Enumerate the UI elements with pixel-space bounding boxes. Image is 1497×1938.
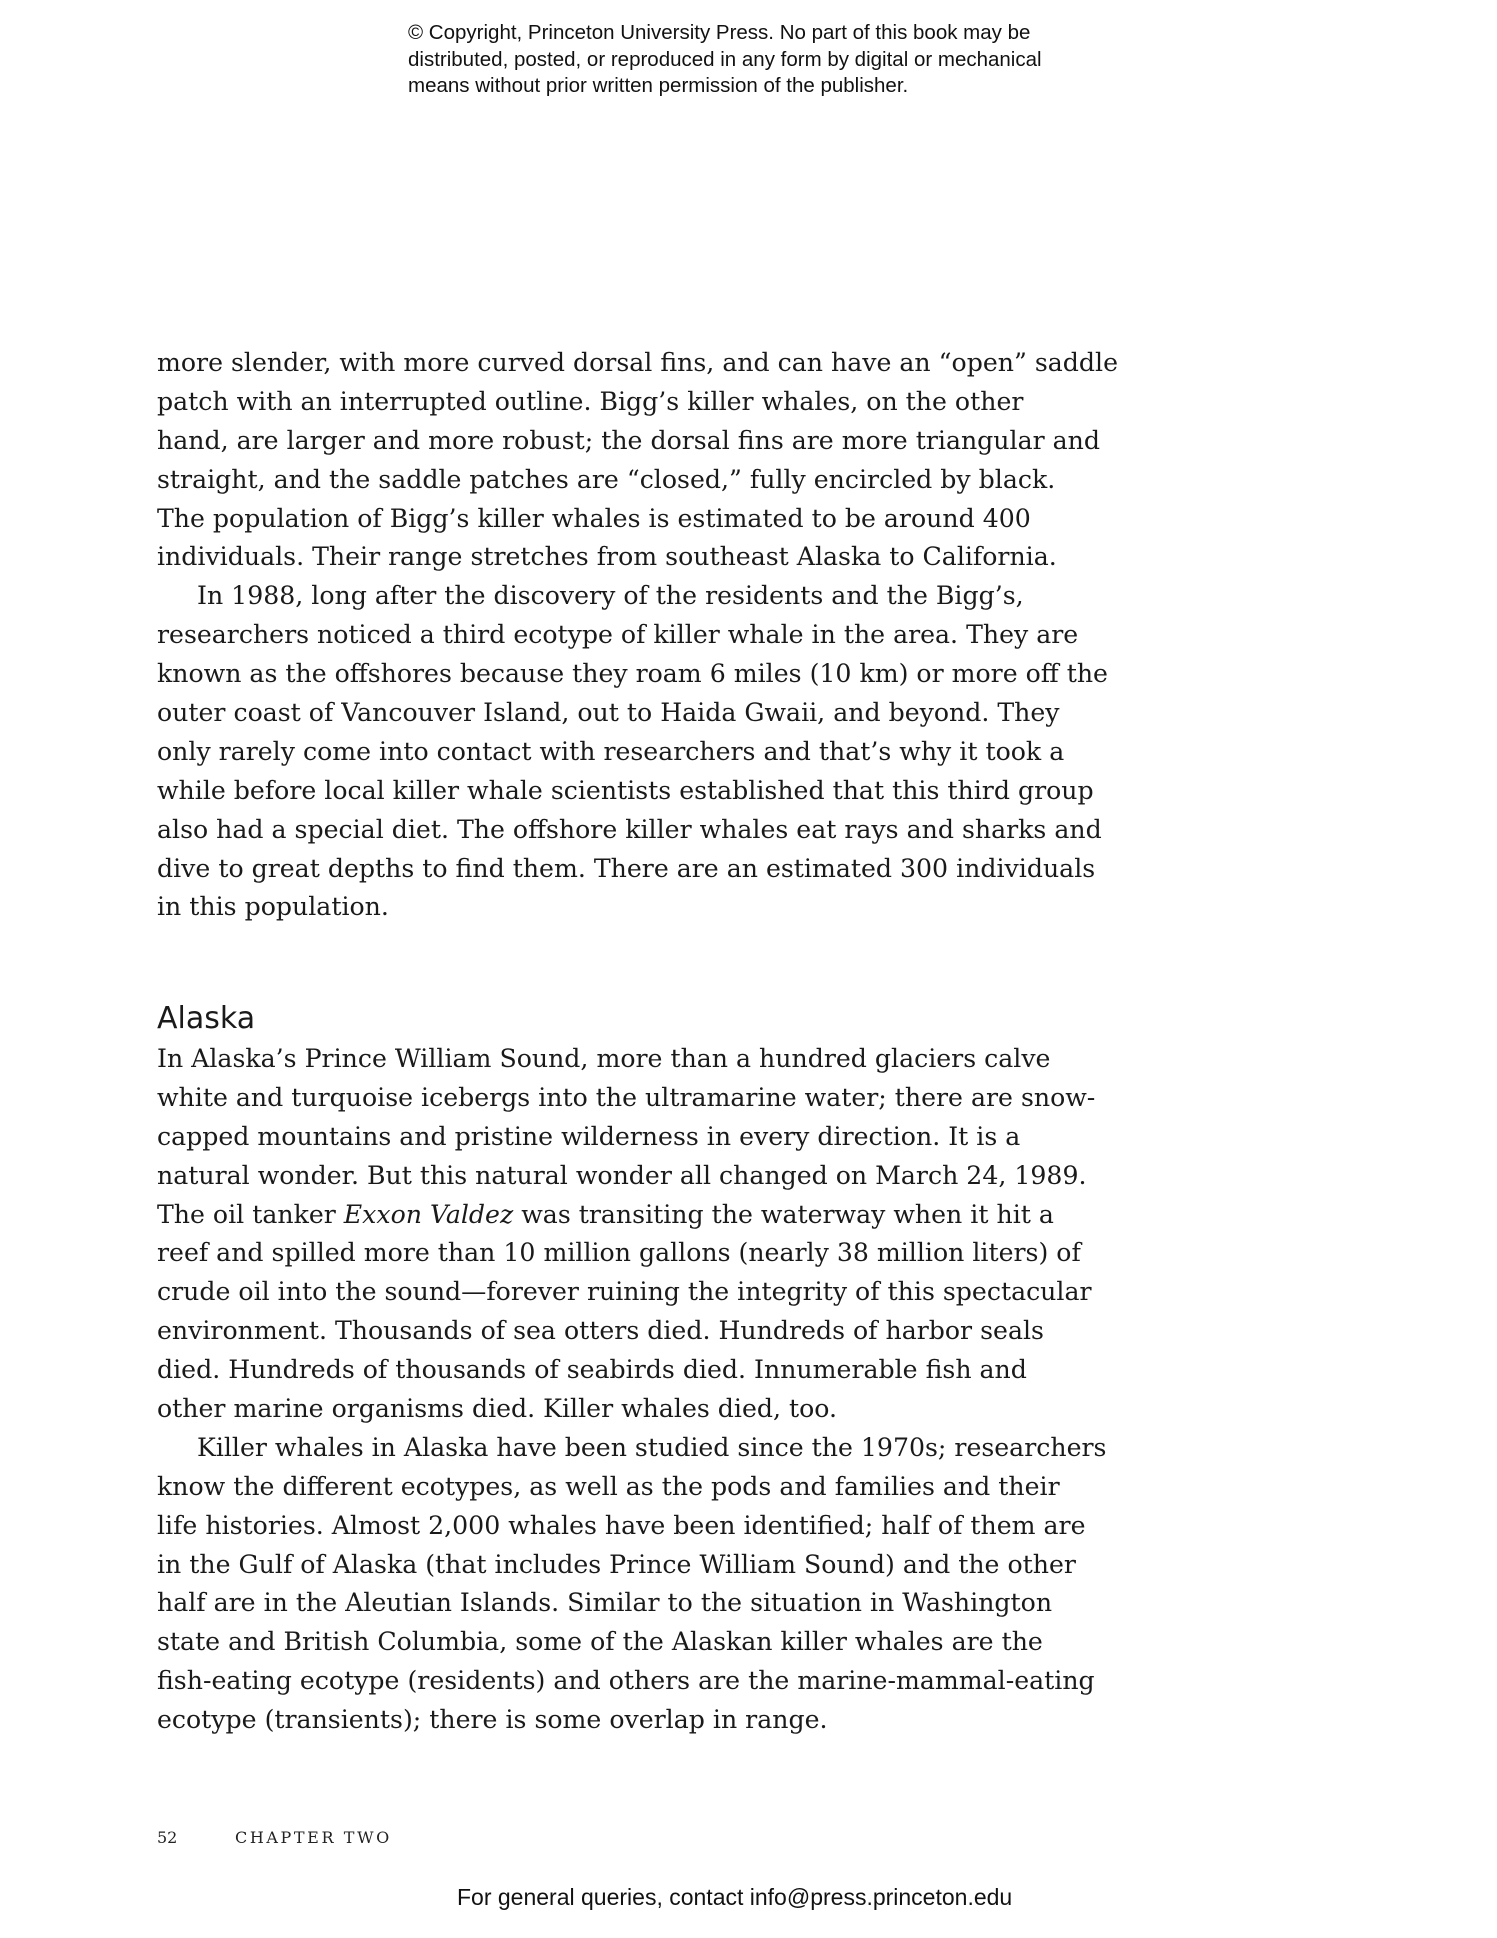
- text-line: hand, are larger and more robust; the dorsal fins are more triangular and: [157, 425, 1101, 455]
- text-line: crude oil into the sound—forever ruining the integrity of this spectacular: [157, 1277, 1092, 1307]
- paragraph-start-line: Killer whales in Alaska have been studied since the 1970s; researchers: [197, 1432, 1107, 1462]
- text-line: in the Gulf of Alaska (that includes Prince William Sound) and the other: [157, 1549, 1076, 1579]
- text-line: other marine organisms died. Killer whales died, too.: [157, 1394, 838, 1424]
- copyright-notice: [408, 20, 1108, 100]
- text-line: ecotype (transients); there is some overlap in range.: [157, 1705, 828, 1735]
- contact-footer: For general queries, contact info@press.princeton.edu: [457, 1884, 1013, 1910]
- text-line: while before local killer whale scientists established that this third group: [157, 775, 1094, 805]
- text-line: reef and spilled more than 10 million gallons (nearly 38 million liters) of: [157, 1238, 1081, 1268]
- body-text-section-1: [157, 344, 1118, 927]
- text-line: half are in the Aleutian Islands. Similar to the situation in Washington: [157, 1588, 1053, 1618]
- text-line: white and turquoise icebergs into the ultramarine water; there are snow-: [157, 1082, 1096, 1112]
- text-line: straight, and the saddle patches are “closed,” fully encircled by black.: [157, 464, 1056, 494]
- ship-name-italic: Exxon Valdez: [343, 1199, 514, 1229]
- text-line: dive to great depths to find them. There are an estimated 300 individuals: [157, 853, 1096, 883]
- text-line: state and British Columbia, some of the Alaskan killer whales are the: [157, 1627, 1043, 1657]
- text-segment: The oil tanker: [157, 1199, 344, 1229]
- section-heading: Alaska: [157, 1001, 256, 1036]
- text-line: individuals. Their range stretches from southeast Alaska to California.: [157, 542, 1057, 572]
- text-line: patch with an interrupted outline. Bigg’s killer whales, on the other: [157, 386, 1024, 416]
- text-line: only rarely come into contact with researchers and that’s why it took a: [157, 736, 1065, 766]
- text-line: researchers noticed a third ecotype of killer whale in the area. They are: [157, 620, 1079, 650]
- text-line: died. Hundreds of thousands of seabirds died. Innumerable fish and: [157, 1355, 1027, 1385]
- text-line: life histories. Almost 2,000 whales have been identified; half of them are: [157, 1510, 1086, 1540]
- text-line: more slender, with more curved dorsal fins, and can have an “open” saddle: [157, 348, 1118, 377]
- copyright-line: © Copyright, Princeton University Press. No part of this book may be: [408, 21, 1031, 44]
- tanker-line: [157, 1196, 1106, 1235]
- text-line: outer coast of Vancouver Island, out to Haida Gwaii, and beyond. They: [157, 698, 1060, 728]
- text-line: fish-eating ecotype (residents) and others are the marine-mammal-eating: [157, 1666, 1095, 1696]
- text-line: In Alaska’s Prince William Sound, more than a hundred glaciers calve: [157, 1044, 1051, 1073]
- text-segment: was transiting the waterway when it hit a: [513, 1199, 1054, 1229]
- page-number: 52: [157, 1828, 178, 1847]
- text-line: known as the offshores because they roam 6 miles (10 km) or more off the: [157, 659, 1108, 689]
- text-line: natural wonder. But this natural wonder all changed on March 24, 1989.: [157, 1160, 1087, 1190]
- copyright-line: means without prior written permission of the publisher.: [408, 74, 909, 97]
- text-line: in this population.: [157, 892, 389, 922]
- text-line: also had a special diet. The offshore killer whales eat rays and sharks and: [157, 814, 1102, 844]
- copyright-line: distributed, posted, or reproduced in any form by digital or mechanical: [408, 47, 1042, 71]
- text-line: The population of Bigg’s killer whales is estimated to be around 400: [157, 503, 1031, 533]
- text-line: capped mountains and pristine wilderness in every direction. It is a: [157, 1121, 1021, 1151]
- paragraph-start-line: In 1988, long after the discovery of the residents and the Bigg’s,: [197, 581, 1024, 611]
- body-text-section-2: [157, 1040, 1106, 1740]
- text-line: know the different ecotypes, as well as the pods and families and their: [157, 1471, 1060, 1501]
- running-head: CHAPTER TWO: [235, 1828, 392, 1847]
- text-line: environment. Thousands of sea otters died. Hundreds of harbor seals: [157, 1316, 1044, 1346]
